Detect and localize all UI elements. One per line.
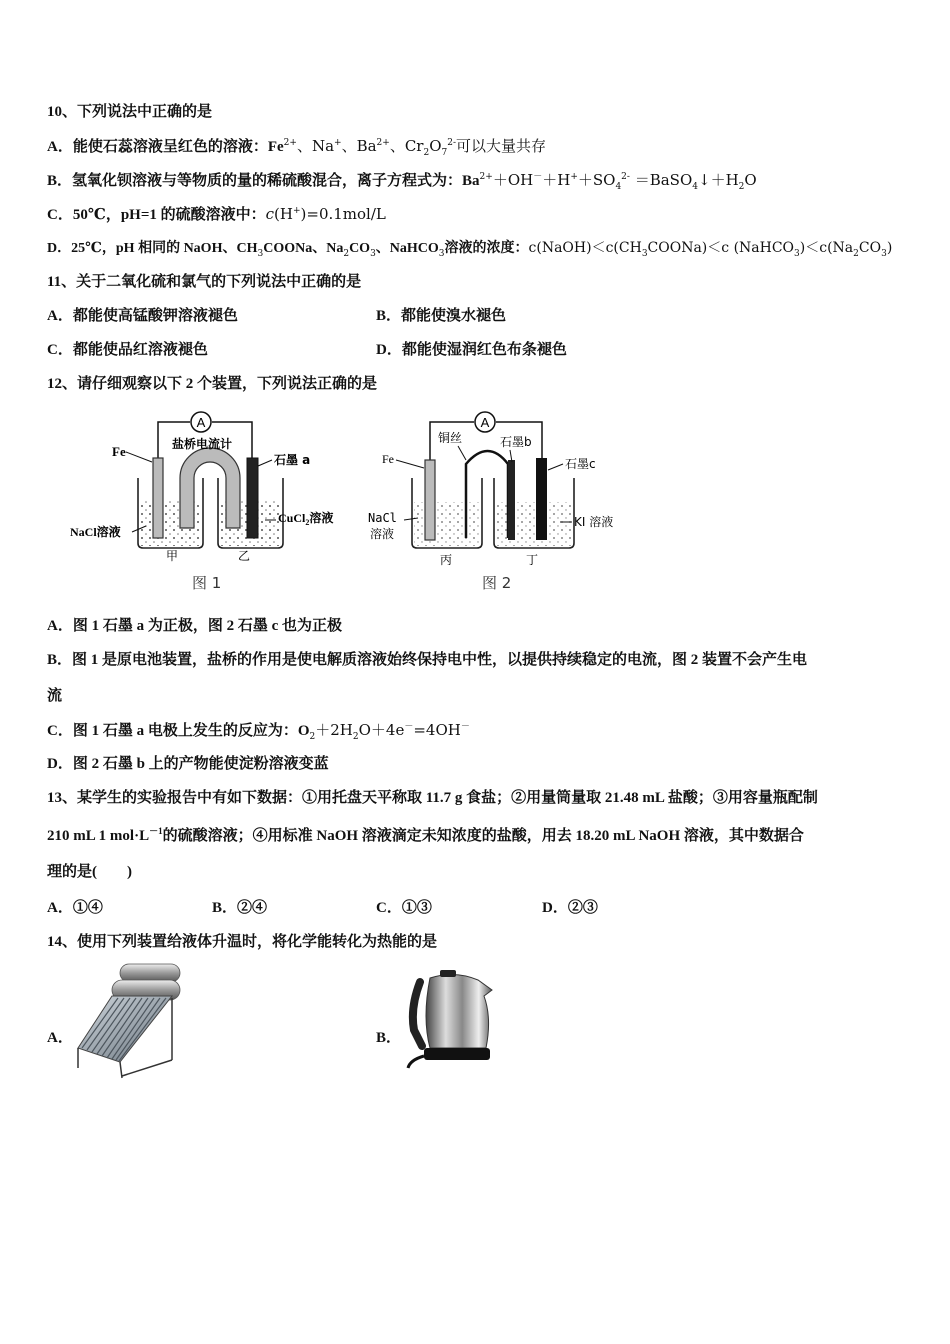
q10-a-text: 、Na [296,137,335,155]
graphite-c-label: 石墨c [565,457,596,471]
q12-c-text: ＋2H [315,721,353,739]
q10-option-a [47,136,546,157]
q11-option-a: A．都能使高锰酸钾溶液褪色 [47,308,238,324]
q13-option-c: C．①③ [376,900,432,916]
q10-a-text: 、Ba [341,137,377,155]
fe-label: Fe [382,452,394,466]
fe-electrode [153,458,163,538]
kettle-handle [413,982,422,1046]
fe-electrode [425,460,435,540]
q10-d-text: 25℃，pH 相同的 NaOH、CH [71,241,258,256]
q12-c-sup: － [404,722,414,732]
q10-a-text: 、Cr [389,137,424,155]
q10-a-text: 能使石蕊溶液呈红色的溶液：Fe [72,139,284,155]
q13-option-a: A．①④ [47,900,103,916]
figure-2-caption: 图 2 [482,574,512,592]
q12-option-b-line1: B．图 1 是原电池装置，盐桥的作用是使电解质溶液始终保持电中性，以提供持续稳定的电流，图 2 装置不会产生电 [47,652,808,668]
cucl2-label [278,510,333,527]
q10-d-label: D． [47,241,72,256]
beaker-yi-label: 乙 [238,549,251,563]
q13-option-b: B．②④ [212,900,268,916]
nacl-label: NaCl溶液 [70,525,121,539]
q10-b-text: ＋H [542,171,571,189]
q10-d-sub: 3 [641,248,648,259]
q14-option-b-label: B． [376,1030,402,1046]
q10-d-sub: 2 [853,248,859,259]
q10-b-label: B． [47,173,73,189]
graphite-a-label: 石墨 a [274,453,311,467]
q10-b-sub: 4 [615,182,622,192]
q10-a-sub: 2 [423,148,430,158]
copper-wire-label: 铜丝 [438,431,463,445]
q10-b-sub: 4 [692,182,698,192]
electric-kettle-image [400,968,500,1076]
nacl-solution [414,502,480,546]
q10-option-b [47,170,757,191]
q10-c-text: 50℃，pH=1 的硫酸溶液中： [72,207,266,223]
salt-bridge [180,448,240,528]
q10-d-sub: 2 [343,248,350,259]
q10-a-sup: 2+ [376,138,390,148]
q10-d-sub: 3 [794,248,800,259]
cucl2-sub: 2 [305,518,310,527]
q10-b-sup: 2+ [479,172,493,182]
q10-c-sup: + [292,206,301,216]
q10-b-text: ↓＋H [698,171,739,189]
q10-d-text: 、NaHCO [375,241,439,256]
q13-line2 [47,826,804,846]
kettle-lid-knob [440,970,456,977]
solar-water-heater-image [72,960,192,1082]
q10-a-sup: 2- [447,138,457,148]
q10-b-text: ＝BaSO [629,171,693,189]
q10-d-sub: 3 [438,248,445,259]
ki-label: KI 溶液 [574,515,614,529]
beaker-ding-label: 丁 [526,553,539,567]
q14-option-a-label: A． [47,1030,73,1046]
q12-stem: 12、请仔细观察以下 2 个装置，下列说法正确的是 [47,376,378,392]
graphite-b-electrode [508,460,515,540]
q10-d-text: COONa)＜c (NaHCO [647,240,795,256]
beaker-bing-label: 丙 [440,553,453,567]
q14-stem: 14、使用下列装置给液体升温时，将化学能转化为热能的是 [47,934,438,950]
q10-b-text: ＋OH [492,171,534,189]
salt-bridge-label: 盐桥电流计 [172,437,233,451]
q10-a-sup: + [334,138,342,148]
q10-option-c [47,204,386,225]
q10-d-text: c(NaOH)＜c(CH [528,240,642,256]
q10-a-text: 可以大量共存 [456,137,547,155]
q13-line1: 13、某学生的实验报告中有如下数据：①用托盘天平称取 11.7 g 食盐；②用量筒量取 21.48 mL 盐酸；③用容量瓶配制 [47,790,818,806]
q10-a-sup: 2+ [283,138,297,148]
q13-line2-sup: －1 [149,826,163,836]
q10-b-text: 氢氧化钡溶液与等物质的量的稀硫酸混合，离子方程式为：Ba [72,173,480,189]
figure-2-cell [360,408,660,598]
q10-d-sub: 3 [370,248,376,259]
nacl-label-1: NaCl [368,511,397,525]
graphite-a-electrode [247,458,258,538]
water-tank-upper [120,964,180,982]
q10-option-d [47,238,892,259]
q11-option-d: D．都能使湿润红色布条褪色 [376,342,567,358]
q12-option-d: D．图 2 石墨 b 上的产物能使淀粉溶液变蓝 [47,756,329,772]
q10-d-text: ) [886,240,893,256]
power-cord [408,1056,424,1068]
kettle-body [426,974,492,1048]
graphite-b-label: 石墨b [500,435,532,449]
figure-1-galvanic-cell [60,408,360,598]
figure-1-caption: 图 1 [192,574,222,592]
q12-option-c [47,720,470,741]
q10-c-label: C． [47,207,73,223]
beaker-jia-label: 甲 [166,549,179,563]
q10-stem: 10、下列说法中正确的是 [47,104,213,120]
q10-d-text: CO [349,241,371,256]
q12-option-a: A．图 1 石墨 a 为正极，图 2 石墨 c 也为正极 [47,618,342,634]
q11-option-c: C．都能使品红溶液褪色 [47,342,208,358]
q10-d-text: CO [858,240,882,256]
q12-c-sub: 2 [309,732,316,742]
q10-a-sub: 7 [441,148,448,158]
q11-option-b: B．都能使溴水褪色 [376,308,507,324]
q10-d-text: )＜c(Na [799,240,854,256]
q13-line2-text: 210 mL 1 mol·L [47,828,150,844]
graphite-c-electrode [536,458,547,540]
q10-c-text: )=0.1mol/L [300,205,386,223]
q10-b-text: ＋SO [577,171,616,189]
nacl-label-2: 溶液 [370,527,395,541]
q10-b-sup: － [533,172,543,182]
q12-c-text: C．图 1 石墨 a 电极上发生的反应为：O [47,723,310,739]
q12-c-text: =4OH [413,721,461,739]
q10-b-sup: + [570,172,578,182]
q13-option-d: D．②③ [542,900,598,916]
cucl2-text: CuCl [278,511,306,525]
cucl2-tail: 溶液 [309,511,334,525]
q10-a-text: O [429,137,442,155]
q13-line3: 理的是( ) [47,864,132,880]
q10-c-text: (H [274,205,293,223]
q10-b-sup: 2- [621,172,630,182]
q12-c-sup: － [460,722,470,732]
q12-c-text: O＋4e [358,721,405,739]
q10-d-sub: 3 [257,248,264,259]
ammeter-label: A [480,415,490,430]
q11-stem: 11、关于二氧化硫和氯气的下列说法中正确的是 [47,274,362,290]
q10-d-sub: 3 [881,248,887,259]
q10-b-text: O [744,171,757,189]
q12-option-b-line2: 流 [47,688,63,704]
q13-line2-text: 的硫酸溶液；④用标准 NaOH 溶液滴定未知浓度的盐酸，用去 18.20 mL NaOH 溶液，其中数据合 [162,828,804,844]
kettle-base [424,1048,490,1060]
ammeter-label: A [196,415,206,430]
q10-a-label: A． [47,139,73,155]
fe-label: Fe [112,444,126,459]
q12-c-sub: 2 [352,732,359,742]
q10-d-text: 溶液的浓度： [444,241,529,256]
q10-d-text: COONa、Na [263,241,344,256]
q10-b-sub: 2 [738,182,745,192]
q10-c-italic: c [265,205,275,223]
